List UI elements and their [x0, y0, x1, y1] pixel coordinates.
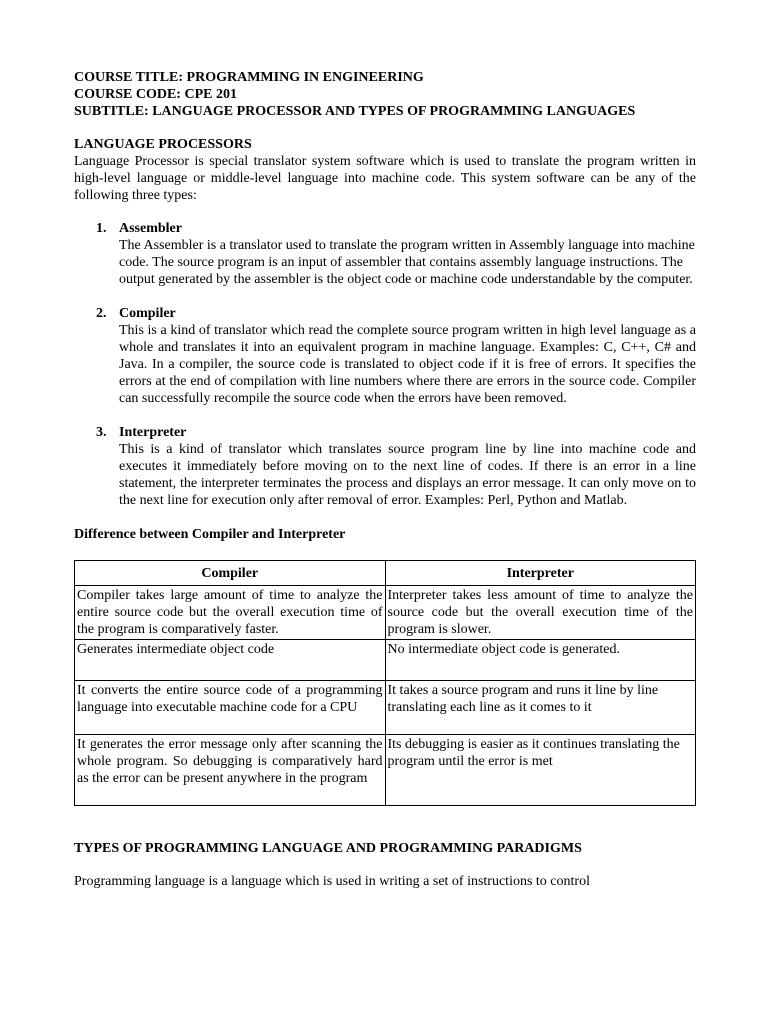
language-processors-heading: LANGUAGE PROCESSORS: [74, 137, 252, 152]
table-cell: No intermediate object code is generated.: [385, 640, 696, 681]
table-cell: It generates the error message only after scanning the whole program. So debugging is comparatively hard as the error can be present anywhere in the program: [75, 735, 386, 806]
table-cell: Generates intermediate object code: [75, 640, 386, 681]
table-cell: It converts the entire source code of a programming language into executable machine code for a CPU: [75, 681, 386, 735]
table-row: [75, 586, 696, 640]
language-processors-intro: Language Processor is special translator system software which is used to translate the program written in high-level language or middle-level language into machine code. This system software can be any of the following three types:: [74, 154, 696, 203]
course-code: COURSE CODE: CPE 201: [74, 87, 237, 102]
list-item-assembler: [74, 220, 696, 288]
table-row: [75, 681, 696, 735]
column-header-compiler: Compiler: [75, 561, 386, 586]
table-row: [75, 640, 696, 681]
table-cell: Interpreter takes less amount of time to analyze the source code but the overall execution time of the program is slower.: [385, 586, 696, 640]
list-item-interpreter: [74, 424, 696, 509]
list-item-title: Assembler: [119, 221, 182, 236]
document-page: [74, 69, 696, 890]
comparison-table: [74, 560, 696, 806]
list-item-title: Interpreter: [119, 425, 187, 440]
list-item-text: This is a kind of translator which translates source program line by line into machine code and executes it immediately before moving on to the next line of codes. If there is an error in a line statement, the interpreter terminates the process and displays an error message. It can only move on to the next line for execution only after removal of error. Examples: Perl, Python and Matlab.: [119, 442, 696, 508]
course-title: COURSE TITLE: PROGRAMMING IN ENGINEERING: [74, 70, 424, 85]
table-cell: Its debugging is easier as it continues translating the program until the error is met: [385, 735, 696, 806]
table-header-row: [75, 561, 696, 586]
list-item-compiler: [74, 305, 696, 407]
table-cell: Compiler takes large amount of time to analyze the entire source code but the overall execution time of the program is comparatively faster.: [75, 586, 386, 640]
list-number: 1.: [96, 221, 107, 236]
types-intro: Programming language is a language which is used in writing a set of instructions to control: [74, 874, 590, 889]
list-item-title: Compiler: [119, 306, 176, 321]
subtitle: SUBTITLE: LANGUAGE PROCESSOR AND TYPES OF PROGRAMMING LANGUAGES: [74, 104, 636, 119]
difference-heading: Difference between Compiler and Interpreter: [74, 527, 346, 542]
processor-list: [74, 220, 696, 509]
list-item-text: The Assembler is a translator used to translate the program written in Assembly language into machine code. The source program is an input of assembler that contains assembly language instructions. The output generated by the assembler is the object code or machine code understandable by the computer.: [119, 238, 695, 287]
list-number: 3.: [96, 425, 107, 440]
list-item-text: This is a kind of translator which read the complete source program written in high level language as a whole and translates it into an equivalent program in machine language. Examples: C, C++, C# and Java. In a compiler, the source code is translated to object code if it is free of errors. It specifies the errors at the end of compilation with line numbers where there are errors in the source code. Compiler can successfully recompile the source code when the errors have been removed.: [119, 323, 696, 406]
list-number: 2.: [96, 306, 107, 321]
column-header-interpreter: Interpreter: [385, 561, 696, 586]
types-heading: TYPES OF PROGRAMMING LANGUAGE AND PROGRAMMING PARADIGMS: [74, 841, 582, 856]
document-header: [74, 69, 696, 120]
table-cell: It takes a source program and runs it line by line translating each line as it comes to it: [385, 681, 696, 735]
table-row: [75, 735, 696, 806]
